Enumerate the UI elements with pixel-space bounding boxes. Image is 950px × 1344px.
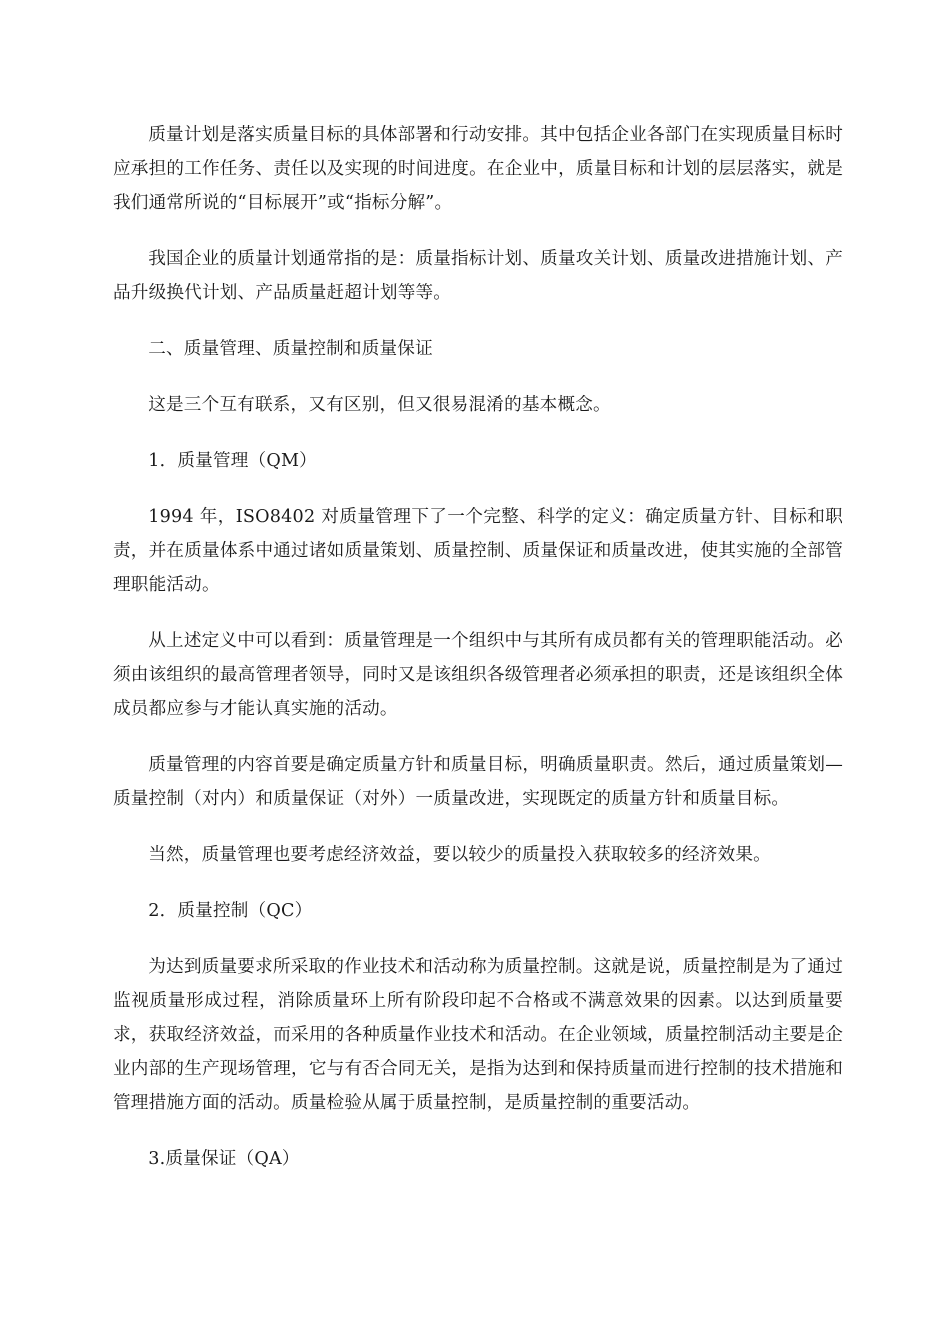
paragraph-economic-benefit: 当然，质量管理也要考虑经济效益，要以较少的质量投入获取较多的经济效果。 [148, 845, 771, 865]
subheading-quality-management: 1．质量管理（QM） [148, 451, 317, 471]
section-heading-qm-qc-qa: 二、质量管理、质量控制和质量保证 [148, 339, 433, 359]
paragraph-qc-definition: 为达到质量要求所采取的作业技术和活动称为质量控制。这就是说，质量控制是为了通过监视质量形成过程，消除质量环上所有阶段印起不合格或不满意效果的因素。以达到质量要求，获取经济效益，而采用的各种质量作业技术和活动。在企业领域，质量控制活动主要是企业内部的生产现场管理，它与有否合同无关，是指为达到和保持质量而进行控制的技术措施和管理措施方面的活动。质量检验从属于质量控制，是质量控制的重要活动。 [113, 957, 843, 1113]
document-body [113, 118, 843, 1198]
paragraph-three-concepts: 这是三个互有联系，又有区别，但又很易混淆的基本概念。 [148, 395, 611, 415]
paragraph-iso8402-definition: 1994 年，ISO8402 对质量管理下了一个完整、科学的定义：确定质量方针、目标和职责，并在质量体系中通过诸如质量策划、质量控制、质量保证和质量改进，使其实施的全部管理职能活动。 [113, 507, 843, 595]
paragraph-qm-content: 质量管理的内容首要是确定质量方针和质量目标，明确质量职责。然后，通过质量策划—质量控制（对内）和质量保证（对外）一质量改进，实现既定的质量方针和质量目标。 [113, 755, 843, 809]
paragraph-quality-plan: 质量计划是落实质量目标的具体部署和行动安排。其中包括企业各部门在实现质量目标时应承担的工作任务、责任以及实现的时间进度。在企业中，质量目标和计划的层层落实，就是我们通常所说的“目标展开”或“指标分解”。 [113, 125, 843, 213]
paragraph-definition-analysis: 从上述定义中可以看到：质量管理是一个组织中与其所有成员都有关的管理职能活动。必须由该组织的最高管理者领导，同时又是该组织各级管理者必须承担的职责，还是该组织全体成员都应参与才能认真实施的活动。 [113, 631, 843, 719]
subheading-quality-assurance: 3.质量保证（QA） [148, 1149, 300, 1169]
subheading-quality-control: 2．质量控制（QC） [148, 901, 313, 921]
paragraph-quality-plan-types: 我国企业的质量计划通常指的是：质量指标计划、质量攻关计划、质量改进措施计划、产品升级换代计划、产品质量赶超计划等等。 [113, 249, 843, 303]
